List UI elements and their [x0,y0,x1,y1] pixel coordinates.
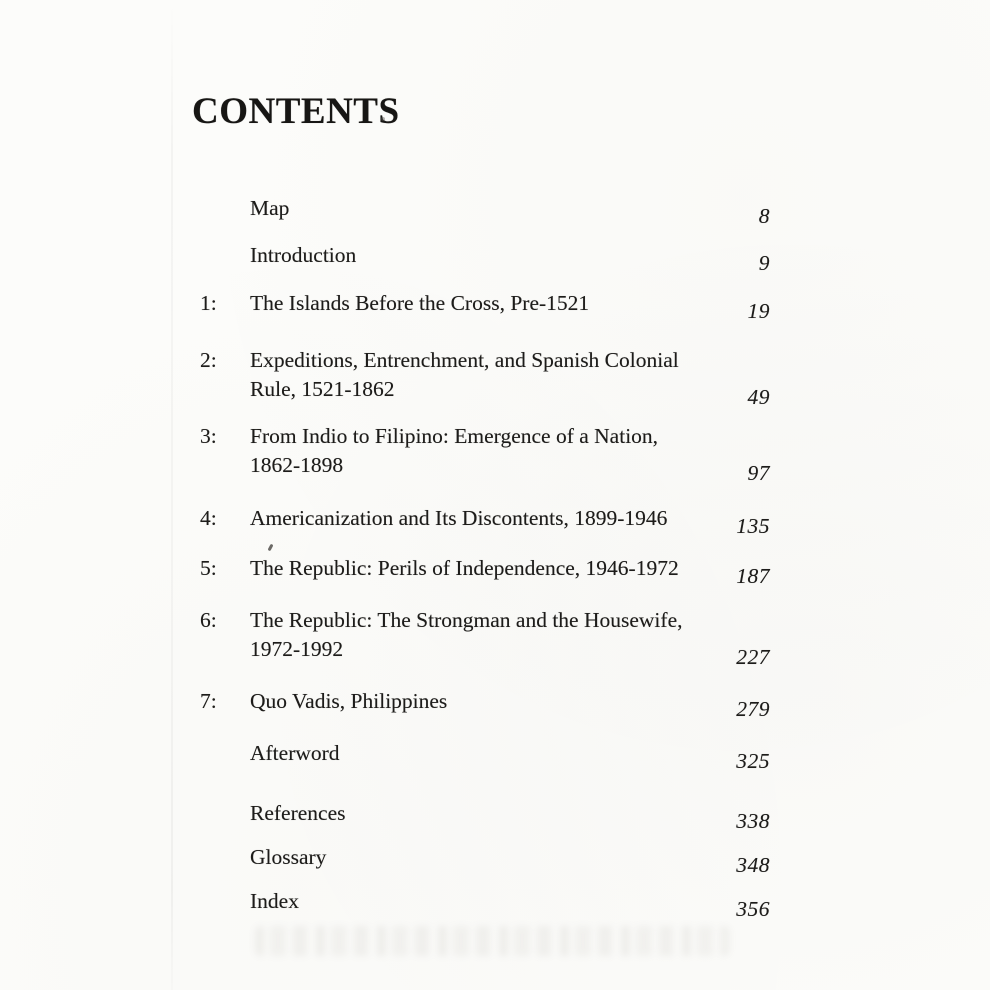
toc-entry-number [200,887,250,916]
toc-entry-number [200,843,250,872]
toc-entry-title-line: Americanization and Its Discontents, 1899-1946 [250,506,668,530]
toc-entry-title-line: 1862-1898 [250,453,344,477]
toc-entry-title-line: Map [250,196,290,220]
toc-entry-title [250,241,759,270]
toc-entry-page-number: 8 [758,204,770,228]
toc-entry-number: 1: [200,291,217,315]
toc-entry-title-line: Index [250,889,299,913]
toc-entry [200,606,770,669]
toc-entry-page-number: 338 [736,809,770,833]
toc-entry [200,241,770,275]
toc-entry-title-line: Expeditions, Entrenchment, and Spanish Colonial [250,348,679,372]
toc-entry-title [250,887,736,916]
toc-entry [200,504,770,538]
toc-entry-page-number: 97 [747,461,770,485]
toc-entry-title [250,504,736,533]
toc-entry-number [200,739,250,768]
toc-entry-number: 7: [200,689,217,713]
toc-entry-title [250,194,759,223]
toc-entry-page-number: 19 [747,299,770,323]
page-title: CONTENTS [192,91,400,132]
toc-entry-page-number: 279 [736,697,770,721]
toc-entry-title [250,687,736,716]
toc-entry-title-line: Afterword [250,741,340,765]
toc-entry-page-number: 356 [736,897,770,921]
toc-entry-title-line: From Indio to Filipino: Emergence of a Nation, [250,424,659,448]
toc-entry [200,843,770,877]
toc-entry-number [200,241,250,270]
toc-entry-number: 5: [200,556,217,580]
toc-entry-title-line: The Republic: The Strongman and the Housewife, [250,608,683,632]
toc-entry [200,194,770,228]
toc-list [200,194,770,921]
toc-entry-number [200,194,250,223]
scan-speck [381,117,385,121]
toc-entry-number: 3: [200,424,217,448]
toc-entry-number [200,799,250,828]
page-gutter-shadow [171,0,173,990]
toc-entry-title-line: 1972-1992 [250,637,344,661]
toc-entry-page-number: 49 [747,385,770,409]
toc-entry [200,289,770,323]
toc-entry [200,687,770,721]
toc-entry-page-number: 187 [736,564,770,588]
toc-entry-page-number: 135 [736,514,770,538]
toc-entry [200,799,770,833]
toc-entry-title-line: Rule, 1521-1862 [250,377,395,401]
toc-entry-title-line: The Republic: Perils of Independence, 1946-1972 [250,556,679,580]
toc-entry-number: 6: [200,608,217,632]
bleedthrough-ghost-text [255,926,730,956]
toc-entry [200,554,770,588]
toc-entry-title [250,289,748,318]
toc-entry-title [250,739,736,768]
toc-entry-title [250,422,748,480]
toc-entry-title [250,346,748,404]
toc-entry-title [250,554,736,583]
toc-entry [200,346,770,409]
toc-entry [200,739,770,773]
toc-entry-title [250,606,736,664]
toc-entry-number: 4: [200,506,217,530]
toc-entry-title-line: Introduction [250,243,357,267]
toc-entry-title-line: Glossary [250,845,327,869]
toc-entry-title [250,799,736,828]
toc-entry-page-number: 348 [736,853,770,877]
toc-entry-title [250,843,736,872]
toc-entry-page-number: 9 [758,251,770,275]
toc-entry-title-line: References [250,801,346,825]
toc-entry [200,422,770,485]
toc-entry-number: 2: [200,348,217,372]
toc-entry-page-number: 325 [736,749,770,773]
toc-entry-page-number: 227 [736,645,770,669]
toc-entry-title-line: The Islands Before the Cross, Pre-1521 [250,291,590,315]
toc-entry [200,887,770,921]
toc-entry-title-line: Quo Vadis, Philippines [250,689,448,713]
